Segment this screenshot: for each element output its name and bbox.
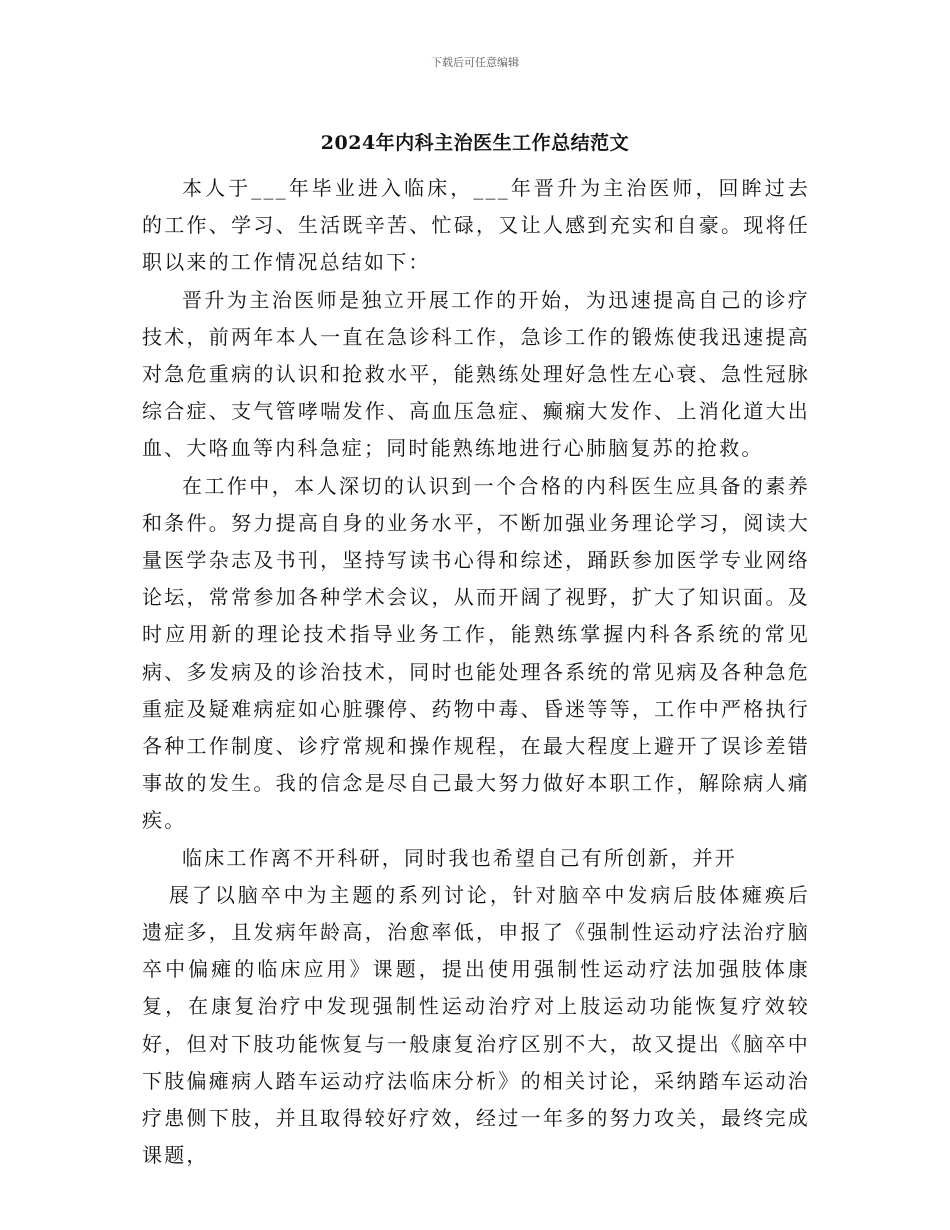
paragraph-intro: 本人于___年毕业进入临床，___年晋升为主治医师，回眸过去的工作、学习、生活既辛苦、忙碌，又让人感到充实和自豪。现将任职以来的工作情况总结如下： — [142, 176, 810, 275]
paragraph-research: 展了以脑卒中为主题的系列讨论，针对脑卒中发病后肢体瘫痪后遗症多，且发病年龄高，治愈率低，申报了《强制性运动疗法治疗脑卒中偏瘫的临床应用》课题，提出使用强制性运动疗法加强肢体康复，在康复治疗中发现强制性运动治疗对上肢运动功能恢复疗效较好，但对下肢功能恢复与一般康复治疗区别不大，故又提出《脑卒中下肢偏瘫病人踏车运动疗法临床分析》的相关讨论，采纳踏车运动治疗患侧下肢，并且取得较好疗效，经过一年多的努力攻关，最终完成课题， — [142, 882, 810, 1168]
document-title: 2024年内科主治医生工作总结范文 — [320, 132, 630, 154]
paragraph-research-start: 临床工作离不开科研，同时我也希望自己有所创新，并开 — [182, 845, 737, 870]
paragraph-professional: 在工作中，本人深切的认识到一个合格的内科医生应具备的素养和条件。努力提高自身的业务水平，不断加强业务理论学习，阅读大量医学杂志及书刊，坚持写读书心得和综述，踊跃参加医学专业网络论坛，常常参加各种学术会议，从而开阔了视野，扩大了知识面。及时应用新的理论技术指导业务工作，能熟练掌握内科各系统的常见病、多发病及的诊治技术，同时也能处理各系统的常见病及各种急危重症及疑难病症如心脏骤停、药物中毒、昏迷等等，工作中严格执行各种工作制度、诊疗常规和操作规程，在最大程度上避开了误诊差错事故的发生。我的信念是尽自己最大努力做好本职工作，解除病人痛疾。 — [142, 473, 810, 833]
document-body — [142, 170, 810, 1174]
header-note: 下载后可任意编辑 — [431, 56, 519, 69]
paragraph-emergency: 晋升为主治医师是独立开展工作的开始，为迅速提高自己的诊疗技术，前两年本人一直在急诊科工作，急诊工作的锻炼使我迅速提高对急危重病的认识和抢救水平，能熟练处理好急性左心衰、急性冠脉综合症、支气管哮喘发作、高血压急症、癫痫大发作、上消化道大出血、大咯血等内科急症；同时能熟练地进行心肺脑复苏的抢救。 — [142, 287, 810, 461]
